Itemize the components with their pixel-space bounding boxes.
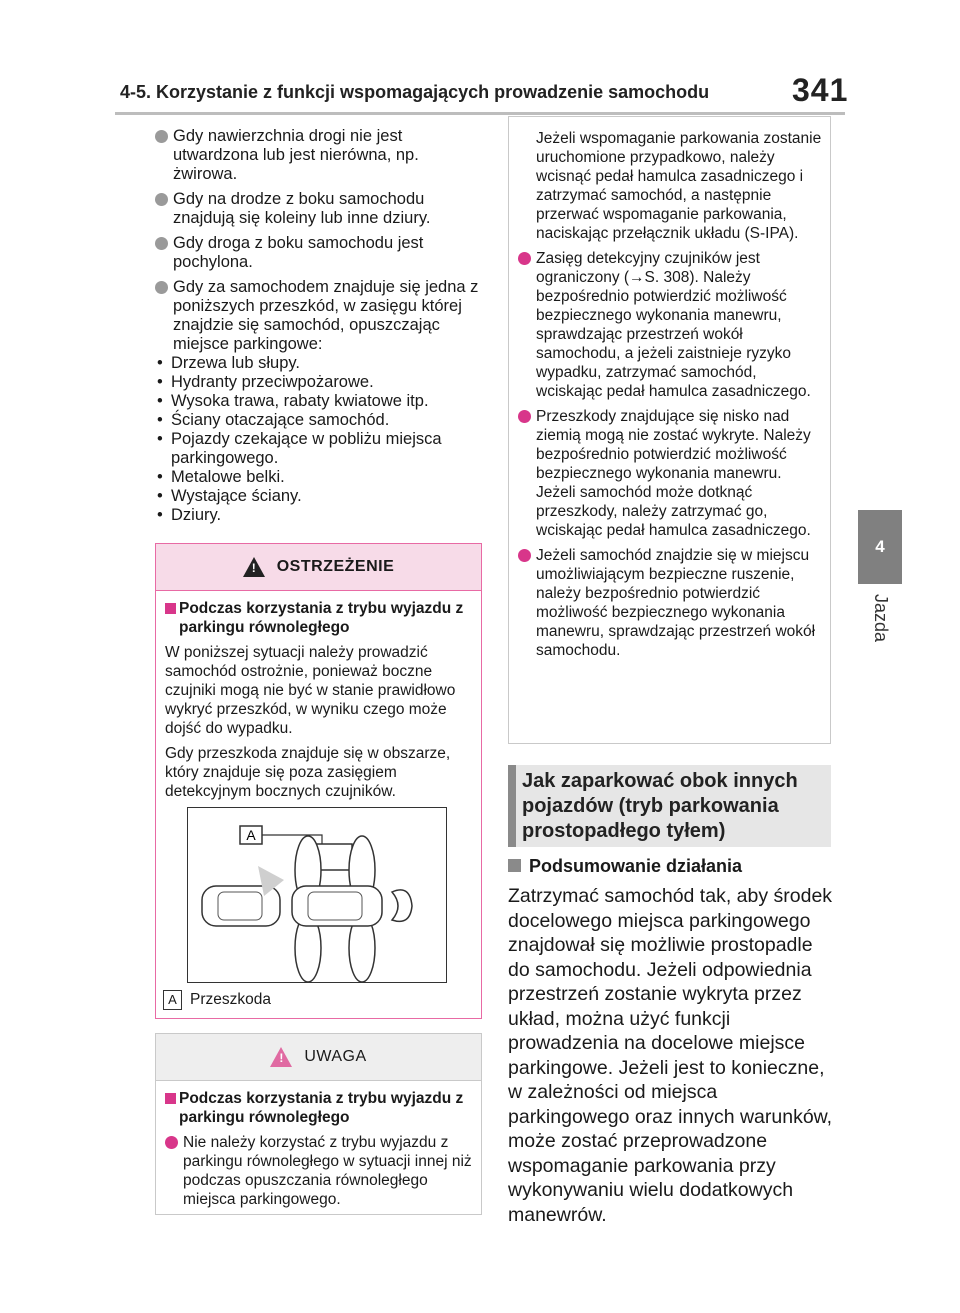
sub-list-item: • Wysoka trawa, rabaty kwiatowe itp. (157, 392, 480, 411)
bullet-icon (518, 549, 531, 562)
caution-icon: ! (270, 1047, 292, 1067)
warning-subhead-text: Podczas korzystania z trybu wyjazdu z parkingu równoległego (179, 600, 464, 636)
body-paragraph: Zatrzymać samochód tak, aby środek docelowego miejsca parkingowego znajdował się możliwie prostopadle do samochodu. Jeżeli odpowiednia przestrzeń zostanie wykryta przez układ, można użyć funkcji prowadzenia na docelowe miejsce parkingowe. Jeżeli jest to konieczne, w zależności od miejsca parkingowego oraz innych warunków, może zostać przeprowadzone wspomaganie parkowania przy wykonywaniu wielu dodatkowych manewrów. (508, 885, 833, 1226)
list-item (155, 127, 480, 184)
figure-caption (163, 990, 271, 1010)
warning-subhead (165, 599, 473, 637)
list-item (518, 249, 822, 401)
warning-paragraph: Jeżeli wspomaganie parkowania zostanie uruchomione przypadkowo, należy wcisnąć pedał hamulca zasadniczego i zatrzymać samochód, a następnie przerwać wspomaganie parkowania, naciskając przełącznik układu (S-IPA). (536, 130, 822, 242)
marker-label: A (163, 990, 182, 1010)
sub-list (155, 354, 480, 525)
bullet-icon (165, 1136, 178, 1149)
left-column (155, 127, 480, 525)
section-heading-bar (508, 765, 516, 847)
square-bullet-icon (508, 859, 521, 872)
square-bullet-icon (165, 603, 176, 614)
warning-header (156, 544, 481, 591)
bullet-icon (518, 410, 531, 423)
chapter-tab: 4 (858, 510, 902, 584)
note-box (155, 1033, 482, 1215)
list-item-text: Gdy na drodze z boku samochodu znajdują się koleiny lub inne dziury. (173, 190, 431, 227)
sub-list-item: • Metalowe belki. (157, 468, 480, 487)
chapter-header: 4-5. Korzystanie z funkcji wspomagających prowadzenie samochodu (120, 82, 710, 102)
warning-paragraph: Gdy przeszkoda znajduje się w obszarze, który znajduje się poza zasięgiem detekcyjnym bocznych czujników. (165, 745, 451, 800)
list-item (155, 190, 480, 228)
sub-list-item: • Wystające ściany. (157, 487, 480, 506)
list-item-text: Przeszkody znajdujące się nisko nad ziemią mogą nie zostać wykryte. Należy bezpośrednio potwierdzić możliwość bezpiecznego wykonania manewru. Jeżeli samochód może dotknąć przeszkody, należy zatrzymać go, wciskając pedał hamulca zasadniczego. (536, 408, 811, 539)
warning-icon: ! (243, 557, 265, 577)
note-header (156, 1034, 481, 1081)
warning-title: OSTRZEŻENIE (276, 558, 395, 575)
chapter-tab-label: Jazda (871, 594, 891, 643)
note-title: UWAGA (304, 1048, 367, 1065)
sub-list-item: • Dziury. (157, 506, 480, 525)
note-subhead (165, 1089, 473, 1127)
list-item-text: Zasięg detekcyjny czujników jest ograniczony (→S. 308). Należy bezpośrednio potwierdzić możliwość bezpiecznego wykonania manewru, sprawdzając przestrzeń wokół samochodu, a jeżeli zaistnieje ryzyko wypadku, zatrzymać samochód, wciskając pedał hamulca zasadniczego. (536, 250, 811, 400)
list-item (155, 278, 480, 354)
subsection-heading (508, 856, 742, 877)
bullet-icon (155, 281, 168, 294)
obstacle-icon (392, 890, 412, 922)
warning-paragraph: W poniższej sytuacji należy prowadzić samochód ostrożnie, ponieważ boczne czujniki mogą nie być w stanie prawidłowo wykryć przeszkód, w wyniku czego może dojść do wypadku. (165, 644, 456, 737)
list-item (518, 546, 822, 660)
bullet-icon (155, 130, 168, 143)
marker-label: A (246, 827, 256, 843)
list-item-text: Gdy droga z boku samochodu jest pochylona. (173, 234, 424, 271)
parking-diagram (187, 807, 447, 983)
sub-list-item: • Hydranty przeciwpożarowe. (157, 373, 480, 392)
bullet-icon (155, 193, 168, 206)
parking-diagram-svg (188, 808, 446, 982)
header-rule (115, 112, 845, 115)
sub-list-item: • Pojazdy czekające w pobliżu miejsca parkingowego. (157, 430, 480, 468)
list-item-text: Gdy za samochodem znajduje się jedna z poniższych przeszkód, w zasięgu której znajdzie się samochód, opuszczając miejsce parkingowe: (173, 278, 479, 353)
list-item-text: Jeżeli samochód znajdzie się w miejscu umożliwiającym bezpieczne ruszenie, należy bezpośrednio potwierdzić możliwość bezpiecznego wykonania manewru, sprawdzając przestrzeń wokół samochodu. (536, 547, 816, 659)
sub-list-item: • Ściany otaczające samochód. (157, 411, 480, 430)
list-item (518, 407, 822, 540)
sub-list-item: • Drzewa lub słupy. (157, 354, 480, 373)
subsection-title: Podsumowanie działania (529, 856, 743, 876)
list-item-text: Nie należy korzystać z trybu wyjazdu z parkingu równoległego w sytuacji innej niż podczas opuszczania równoległego miejsca parkingowego. (183, 1134, 472, 1208)
list-item-text: Gdy nawierzchnia drogi nie jest utwardzona lub jest nierówna, np. żwirowa. (173, 127, 419, 183)
caption-text: Przeszkoda (190, 991, 271, 1008)
bullet-icon (155, 237, 168, 250)
list-item (155, 234, 480, 272)
square-bullet-icon (165, 1093, 176, 1104)
section-title: Jak zaparkować obok innych pojazdów (tryb parkowania prostopadłego tyłem) (522, 770, 798, 842)
list-item (165, 1133, 473, 1209)
section-heading-box (508, 765, 831, 847)
continued-warning-box (508, 116, 831, 744)
note-subhead-text: Podczas korzystania z trybu wyjazdu z parkingu równoległego (179, 1090, 464, 1126)
bullet-icon (518, 252, 531, 265)
page-number: 341 (792, 72, 849, 108)
